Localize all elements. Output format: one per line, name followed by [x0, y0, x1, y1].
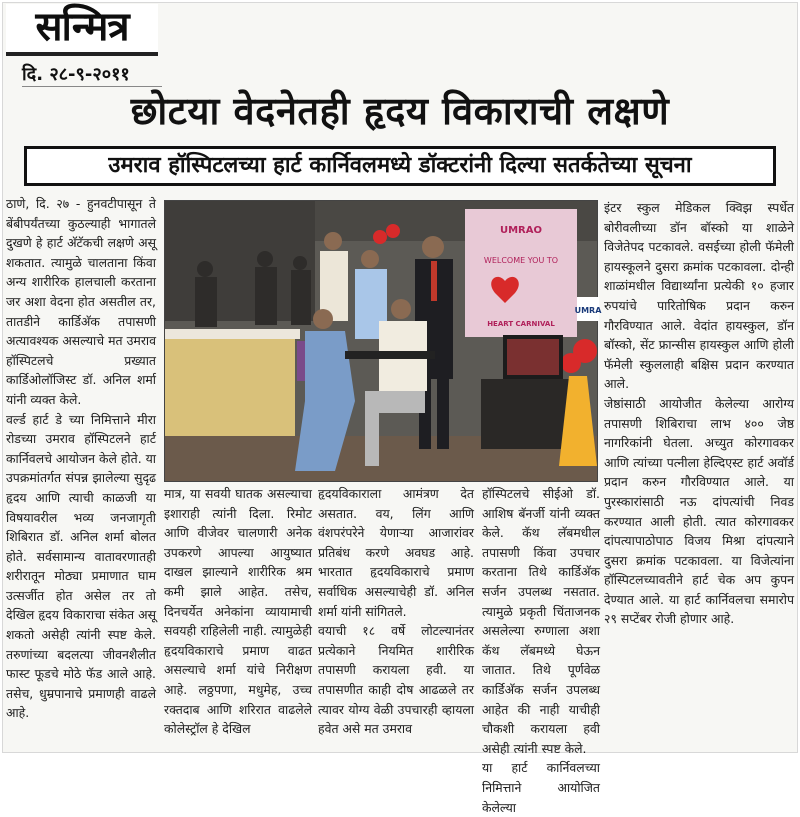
article-column-mid2: हृदयविकाराला आमंत्रण देत असतात. वय, लिंग आणि वंशपरंपरेने येणाऱ्या आजारांवर प्रतिबंध करणे अवघड आहे. भारतात हृदयविकाराचे प्रमाण सर्वाधिक असल्याचेही डॉ. अनिल शर्मा यांनी सांगितले. वयाची १८ वर्षे लोटल्यानंतर प्रत्येकाने नियमित शारीरिक तपासणी करायला हवी. या तपासणीत काही दोष आढळले तर त्यावर योग्य वेळी उपचारही व्हायला हवेत असे मत उमराव [318, 486, 474, 737]
event-photo [164, 200, 602, 482]
banner-line: UMRAO [499, 225, 543, 236]
subheadline: उमराव हॉस्पिटलच्या हार्ट कार्निवलमध्ये डॉक्टरांनी दिल्या सतर्कतेच्या सूचना [24, 146, 776, 186]
headline: छोटया वेदनेतही हृदय विकाराची लक्षणे [130, 89, 670, 133]
balloon-icon [373, 230, 387, 244]
article-column-mid3: हॉस्पिटलचे सीईओ डॉ. आशिष बॅनर्जी यांनी व्यक्त केले. कॅथ लॅबमधील तपासणी किंवा उपचार करताना तिथे कार्डिअ‍ॅक सर्जन उपलब्ध नसतात. त्यामुळे प्रकृती चिंताजनक असलेल्या रुग्णाला अशा कॅथ लॅबमध्ये घेऊन जातात. तिथे पूर्णवेळ कार्डिअ‍ॅक सर्जन उपलब्ध आहेत की नाही याचीही चौकशी करायला हवी असेही त्यांनी स्पष्ट केले. या हार्ट कार्निवलच्या निमित्ताने आयोजित केलेल्या [482, 486, 600, 815]
masthead-logo: सन्मित्र [6, 4, 158, 56]
balloon-icon [386, 224, 400, 238]
article-column-mid1: मात्र, या सवयी घातक असल्याचा इशाराही त्यांनी दिला. रिमोट आणि वीजेवर चालणारी अनेक उपकरणे आपल्या आयुष्यात दाखल झाल्याने शारीरिक श्रम कमी झाले आहेत. तसेच, दिनचर्येत अनेकांना व्यायामाची सवयही राहिलेली नाही. त्यामुळेही हृदयविकाराचे प्रमाण वाढत असल्याचे शर्मा यांचे निरीक्षण आहे. लठ्ठपणा, मधुमेह, उच्च रक्तदाब आणि शरिरात वाढलेले कोलेस्ट्रॉल हे देखिल [164, 486, 312, 737]
publication-date: दि. २८-९-२०११ [22, 62, 162, 87]
wall-sign [575, 297, 603, 321]
svg-text:UMRA: UMRA [574, 306, 602, 315]
article-column-left: ठाणे, दि. २७ - हुनवटीपासून ते बेंबीपर्यंतच्या कुठल्याही भागातले दुखणे हे हार्ट अ‍ॅटॅकची लक्षणे असू शकतात. त्यामुळे चालताना किंवा अन्य शारीरिक हालचाली करताना जर अशा वेदना होत असतील तर, तातडीने कार्डिअ‍ॅक तपासणी अत्यावश्यक असल्याचे मत उमराव हॉस्पिटलचे प्रख्यात कार्डिओलॉजिस्ट डॉ. अनिल शर्मा यांनी व्यक्त केले. वर्ल्ड हार्ट डे च्या निमित्ताने मीरा रोडच्या उमराव हॉस्पिटलने हार्ट कार्निवलचे आयोजन केले होते. या उपक्रमांतर्गत संपन्न झालेल्या सुदृढ हृदय आणि त्याची काळजी या विषयावरील भव्य जनजागृती शिबिरात डॉ. अनिल शर्मा बोलत होते. सर्वसामान्य वातावरणातही शरीरातून मोठ्या प्रमाणात घाम उत्सर्जीत होत असेल तर तो देखिल हृदय विकाराचा संकेत असू शकतो असेही त्यांनी स्पष्ट केले. तरुणांच्या बदलत्या जीवनशैलीत फास्ट फूडचे मोठे फॅड आले आहे. तसेच, धुम्रपानाचे प्रमाणही वाढले आहे. [6, 196, 156, 721]
article-column-right: इंटर स्कुल मेडिकल क्विझ स्पर्धेत बोरीवलीच्या डॉन बॉस्को या शाळेने विजेतेपद पटकावले. वसईच्या होली फॅमेली हायस्कूलने दुसरा क्रमांक पटकावला. दोन्ही शाळांमधील विद्यार्थ्यांना प्रत्येकी १० हजार रुपयांचे पारितोषिक प्रदान करुन गौरविण्यात आले. वेदांत हायस्कुल, डॉन बॉस्को, सेंट फ्रान्सीस हायस्कुल आणि होली फॅमेली स्कुललाही बक्षिस प्रदान करण्यात आले. जेष्ठांसाठी आयोजीत केलेल्या आरोग्य तपासणी शिबिराचा लाभ ४०० जेष्ठ नागरिकांनी घेतला. अच्युत कोरगावकर आणि त्यांच्या पत्नीला हेल्दिएस्ट हार्ट अवॉर्ड प्रदान करुन गौरविण्यात आले. या पुरस्कारांसाठी नऊ दांपत्यांची निवड करण्यात आली होती. त्यात कोरगावकर दांपत्यापाठोपाठ विजय मिश्रा दांपत्याने दुसरा क्रमांक पटकावला. या विजेत्यांना हॉस्पिटलच्यावतीने हार्ट चेक अप कुपन देण्यात आले. या हार्ट कार्निवलचा समारोप २९ सप्टेंबर रोजी होणार आहे. [604, 200, 794, 627]
balloon-icon [561, 353, 581, 373]
stage-table [165, 336, 295, 436]
welcome-banner [465, 209, 577, 337]
masthead [6, 4, 158, 56]
banner-line: WELCOME YOU TO [483, 256, 559, 265]
banner-carnival: HEART CARNIVAL [487, 320, 555, 328]
